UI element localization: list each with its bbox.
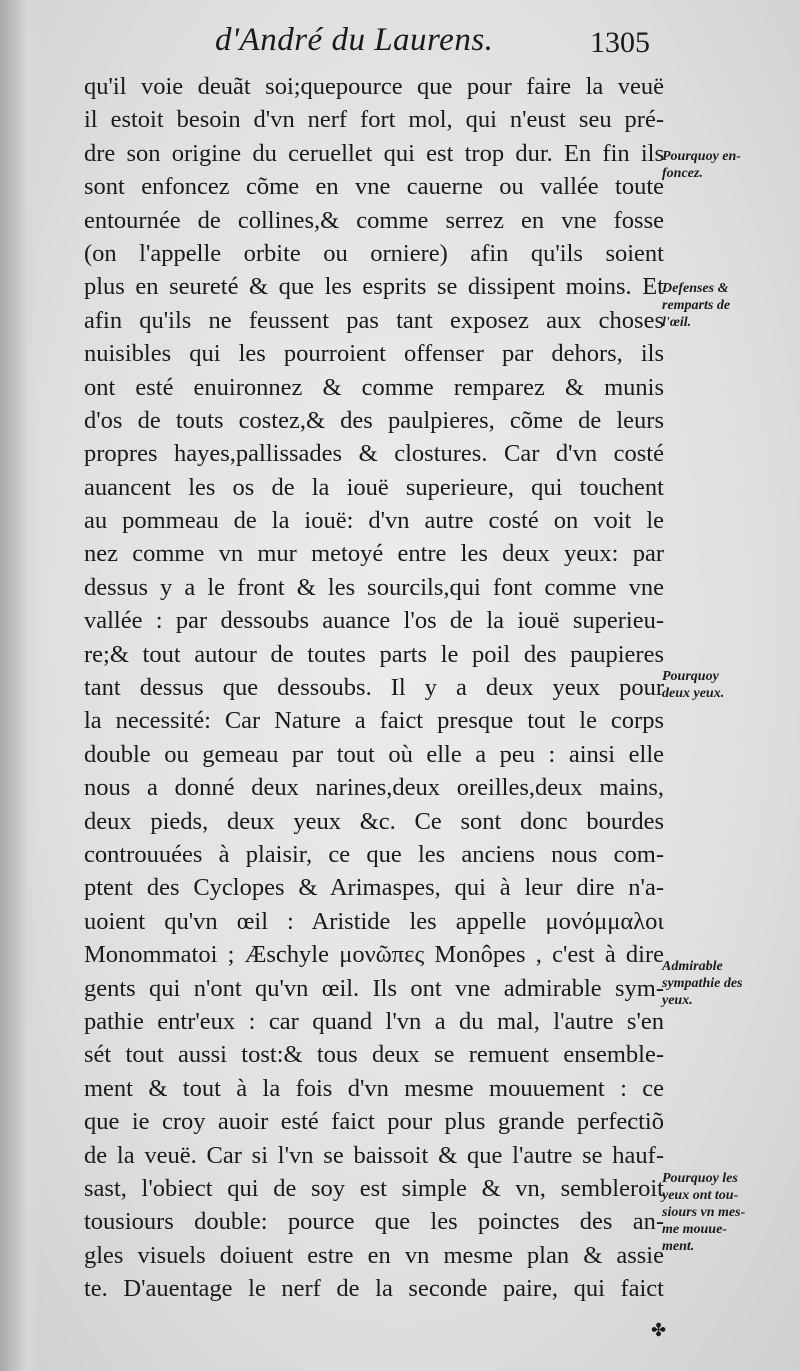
- text-line: nez comme vn mur metoyé entre les deux yeux: par: [84, 540, 664, 568]
- text-line: tousiours double: pource que les poinctes des an-: [84, 1208, 664, 1236]
- page-gutter-shadow: [0, 0, 40, 1371]
- marginal-note: Defenses & remparts de l'œil.: [662, 281, 731, 330]
- text-line: uoient qu'vn œil : Aristide les appelle μονόμμαλοι: [84, 907, 664, 935]
- main-text-block: [84, 70, 664, 1305]
- text-line: nous a donné deux narines,deux oreilles,deux mains,: [84, 774, 664, 802]
- text-line: dessus y a le front & les sourcils,qui font comme vne: [84, 573, 664, 601]
- marginal-note: Pourquoy deux yeux.: [662, 669, 725, 701]
- text-line: ont esté enuironnez & comme remparez & munis: [84, 373, 664, 401]
- text-line: entournée de collines,& comme serrez en vne fosse: [84, 206, 664, 234]
- text-line: double ou gemeau par tout où elle a peu : ainsi elle: [84, 740, 664, 768]
- text-line: plus en seureté & que les esprits se dissipent moins. Et: [84, 273, 664, 301]
- page-number: 1305: [590, 26, 650, 59]
- text-line: que ie croy auoir esté faict pour plus grande perfectiõ: [84, 1108, 664, 1136]
- text-line: re;& tout autour de toutes parts le poil des paupieres: [84, 640, 664, 668]
- text-line: d'os de touts costez,& des paulpieres, cõme de leurs: [84, 406, 664, 434]
- text-line: (on l'appelle orbite ou orniere) afin qu'ils soient: [84, 239, 664, 267]
- text-line: te. D'auentage le nerf de la seconde paire, qui faict: [84, 1275, 664, 1303]
- text-line: tant dessus que dessoubs. Il y a deux yeux pour: [84, 674, 664, 702]
- text-line: ment & tout à la fois d'vn mesme mouuement : ce: [84, 1074, 664, 1102]
- marginal-note: Pourquoy en- foncez.: [662, 149, 741, 181]
- text-line: deux pieds, deux yeux &c. Ce sont donc bourdes: [84, 807, 664, 835]
- text-line: il estoit besoin d'vn nerf fort mol, qui n'eust seu pré-: [84, 106, 664, 134]
- text-line: Monommatoi ; Æschyle μονῶπες Monôpes , c'est à dire: [84, 941, 664, 969]
- text-line: dre son origine du ceruellet qui est trop dur. En fin ils: [84, 139, 664, 167]
- text-line: sét tout aussi tost:& tous deux se remuent ensemble-: [84, 1041, 664, 1069]
- text-line: auancent les os de la iouë superieure, qui touchent: [84, 473, 664, 501]
- text-line: de la veuë. Car si l'vn se baissoit & que l'autre se hauf-: [84, 1141, 664, 1169]
- text-line: la necessité: Car Nature a faict presque tout le corps: [84, 707, 664, 735]
- text-line: gles visuels doiuent estre en vn mesme plan & assie: [84, 1241, 664, 1269]
- text-line: sast, l'obiect qui de soy est simple & vn, sembleroit: [84, 1174, 664, 1202]
- running-head: d'André du Laurens.: [215, 22, 494, 58]
- text-line: ptent des Cyclopes & Arimaspes, qui à leur dire n'a-: [84, 874, 664, 902]
- text-line: pathie entr'eux : car quand l'vn a du mal, l'autre s'en: [84, 1007, 664, 1035]
- text-line: sont enfoncez cõme en vne cauerne ou vallée toute: [84, 173, 664, 201]
- marginal-note: Pourquoy les yeux ont tou- siours vn mes- me mouue- ment.: [662, 1171, 746, 1254]
- text-line: controuuées à plaisir, ce que les anciens nous com-: [84, 840, 664, 868]
- text-line: gents qui n'ont qu'vn œil. Ils ont vne admirable sym-: [84, 974, 664, 1002]
- text-line: qu'il voie deuãt soi;quepource que pour faire la veuë: [84, 73, 664, 100]
- ornament-mark: ✤: [651, 1320, 667, 1340]
- text-line: vallée : par dessoubs auance l'os de la iouë superieu-: [84, 607, 664, 635]
- marginal-note: Admirable sympathie des yeux.: [662, 959, 743, 1008]
- text-line: afin qu'ils ne feussent pas tant exposez aux choses: [84, 306, 664, 334]
- text-line: propres hayes,pallissades & clostures. Car d'vn costé: [84, 440, 664, 468]
- text-line: nuisibles qui les pourroient offenser par dehors, ils: [84, 340, 664, 368]
- text-line: au pommeau de la iouë: d'vn autre costé on voit le: [84, 507, 664, 535]
